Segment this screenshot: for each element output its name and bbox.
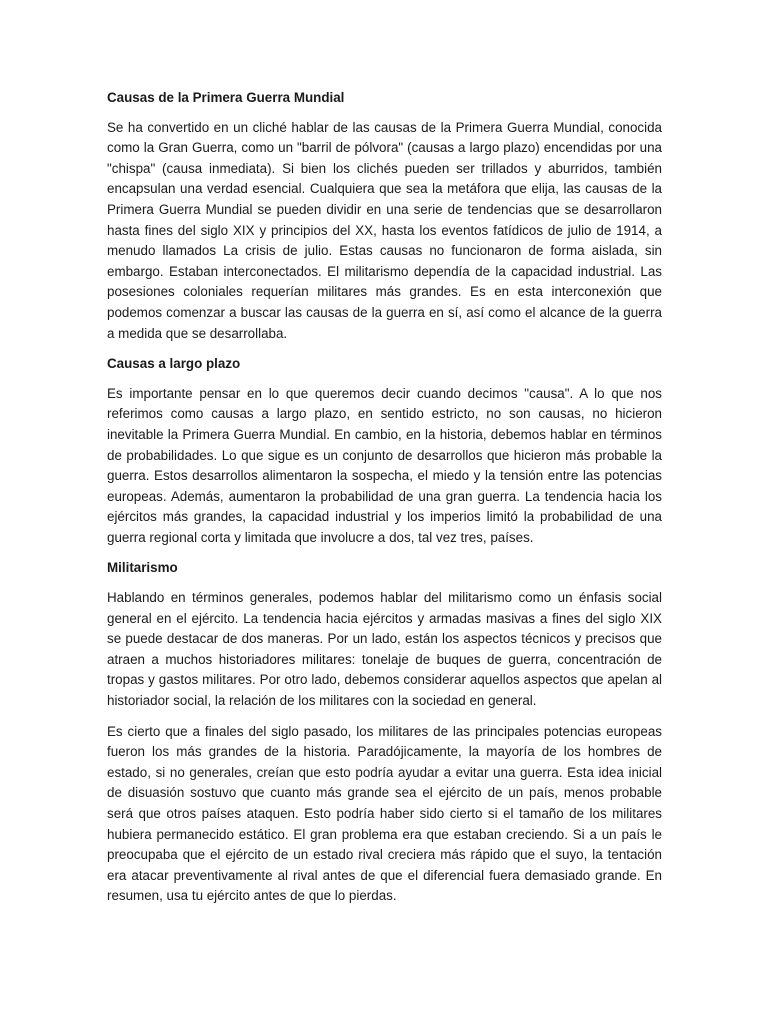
section-heading-militarism: Militarismo: [107, 560, 178, 576]
long-term-causes-paragraph: Es importante pensar en lo que queremos decir cuando decimos "causa". A lo que nos referimos como causas a largo plazo, en sentido estricto, no son causas, no hicieron inevitable la Primera Guerra Mundial. En cambio, en la historia, debemos hablar en términos de probabilidades. Lo que sigue es un conjunto de desarrollos que hicieron más probable la guerra. Estos desarrollos alimentaron la sospecha, el miedo y la tensión entre las potencias europeas. Además, aumentaron la probabilidad de una gran guerra. La tendencia hacia los ejércitos más grandes, la capacidad industrial y los imperios limitó la probabilidad de una guerra regional corta y limitada que involucre a dos, tal vez tres, países.: [107, 385, 662, 545]
document-page: [107, 88, 662, 917]
intro-paragraph: Se ha convertido en un cliché hablar de las causas de la Primera Guerra Mundial, conocida como la Gran Guerra, como un "barril de pólvora" (causas a largo plazo) encendidas por una "chispa" (causa inmediata). Si bien los clichés pueden ser trillados y aburridos, también encapsulan una verdad esencial. Cualquiera que sea la metáfora que elija, las causas de la Primera Guerra Mundial se pueden dividir en una serie de tendencias que se desarrollaron hasta fines del siglo XIX y principios del XX, hasta los eventos fatídicos de julio de 1914, a menudo llamados La crisis de julio. Estas causas no funcionaron de forma aislada, sin embargo. Estaban interconectados. El militarismo dependía de la capacidad industrial. Las posesiones coloniales requerían militares más grandes. Es en esta interconexión que podemos comenzar a buscar las causas de la guerra en sí, así como el alcance de la guerra a medida que se desarrollaba.: [107, 119, 662, 341]
section-heading-long-term-causes: Causas a largo plazo: [107, 356, 241, 372]
document-title: Causas de la Primera Guerra Mundial: [107, 90, 345, 105]
militarism-paragraph-2: Es cierto que a finales del siglo pasado, los militares de las principales potencias europeas fueron los más grandes de la historia. Paradójicamente, la mayoría de los hombres de estado, si no generales, creían que esto podría ayudar a evitar una guerra. Esta idea inicial de disuasión sostuvo que cuanto más grande sea el ejército de un país, menos probable será que otros países ataquen. Esto podría haber sido cierto si el tamaño de los militares hubiera permanecido estático. El gran problema era que estaban creciendo. Si a un país le preocupaba que el ejército de un estado rival creciera más rápido que el suyo, la tentación era atacar preventivamente al rival antes de que el diferencial fuera demasiado grande. En resumen, usa tu ejército antes de que lo pierdas.: [107, 723, 662, 904]
militarism-paragraph-1: Hablando en términos generales, podemos hablar del militarismo como un énfasis social general en el ejército. La tendencia hacia ejércitos y armadas masivas a fines del siglo XIX se puede destacar de dos maneras. Por un lado, están los aspectos técnicos y precisos que atraen a muchos historiadores militares: tonelaje de buques de guerra, concentración de tropas y gastos militares. Por otro lado, debemos considerar aquellos aspectos que apelan al historiador social, la relación de los militares con la sociedad en general.: [107, 590, 662, 709]
